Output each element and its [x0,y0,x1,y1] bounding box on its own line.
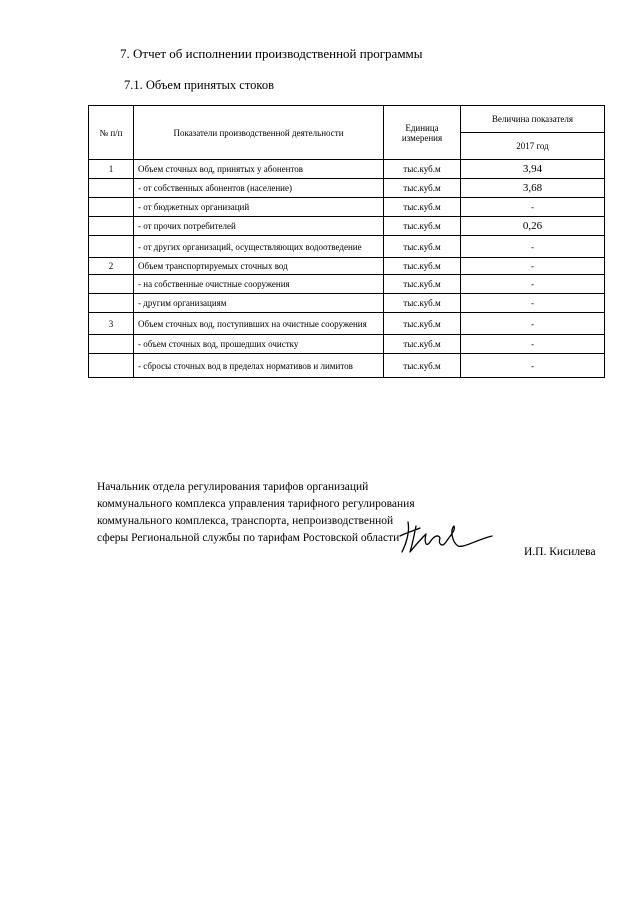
row-number: 3 [89,313,134,335]
header-unit: Единица измерения [384,106,461,160]
table-row [89,354,605,378]
row-indicator: - объем сточных вод, прошедших очистку [134,335,384,354]
header-indicator: Показатели производственной деятельности [134,106,384,160]
table-row [89,275,605,294]
row-number [89,354,134,378]
signatory-position: Начальник отдела регулирования тарифов организаций коммунального комплекса управления тарифного регулирования коммунального комплекса, транспорта, непроизводственной сферы Региональной службы по тарифам Ростовской области [97,481,415,544]
table-row [89,294,605,313]
row-number [89,294,134,313]
row-value: - [461,275,605,294]
table-row [89,217,605,236]
row-value: 0,26 [461,217,605,236]
subsection-heading: 7.1. Объем принятых стоков [124,78,274,92]
row-number: 1 [89,160,134,179]
row-number [89,217,134,236]
row-indicator: Объем транспортируемых сточных вод [134,258,384,275]
report-table [88,105,605,378]
row-indicator: - от других организаций, осуществляющих водоотведение [134,236,384,258]
row-number [89,275,134,294]
table-row [89,198,605,217]
table-body [89,160,605,378]
row-number [89,198,134,217]
header-num: № п/п [89,106,134,160]
row-unit: тыс.куб.м [384,275,461,294]
row-unit: тыс.куб.м [384,179,461,198]
row-value: 3,94 [461,160,605,179]
row-unit: тыс.куб.м [384,354,461,378]
row-number: 2 [89,258,134,275]
row-value: - [461,236,605,258]
row-number [89,179,134,198]
table-row [89,179,605,198]
row-indicator: - от собственных абонентов (население) [134,179,384,198]
table-row [89,160,605,179]
header-year: 2017 год [461,133,605,160]
signer-name: И.П. Кисилева [524,546,596,558]
row-value: - [461,258,605,275]
row-value: - [461,294,605,313]
handwritten-signature [396,512,496,560]
row-unit: тыс.куб.м [384,160,461,179]
row-unit: тыс.куб.м [384,198,461,217]
row-indicator: - на собственные очистные сооружения [134,275,384,294]
row-indicator: Объем сточных вод, поступивших на очистные сооружения [134,313,384,335]
row-indicator: - сбросы сточных вод в пределах нормативов и лимитов [134,354,384,378]
row-unit: тыс.куб.м [384,335,461,354]
row-value: 3,68 [461,179,605,198]
row-unit: тыс.куб.м [384,258,461,275]
row-indicator: - от бюджетных организаций [134,198,384,217]
table-row [89,258,605,275]
row-indicator: - другим организациям [134,294,384,313]
row-unit: тыс.куб.м [384,313,461,335]
table-row [89,335,605,354]
row-indicator: Объем сточных вод, принятых у абонентов [134,160,384,179]
section-heading: 7. Отчет об исполнении производственной программы [120,46,423,61]
row-indicator: - от прочих потребителей [134,217,384,236]
header-value: Величина показателя [461,106,605,133]
row-value: - [461,354,605,378]
row-value: - [461,198,605,217]
row-unit: тыс.куб.м [384,217,461,236]
table-row [89,236,605,258]
row-number [89,335,134,354]
row-unit: тыс.куб.м [384,294,461,313]
row-number [89,236,134,258]
row-unit: тыс.куб.м [384,236,461,258]
row-value: - [461,335,605,354]
table-row [89,313,605,335]
row-value: - [461,313,605,335]
